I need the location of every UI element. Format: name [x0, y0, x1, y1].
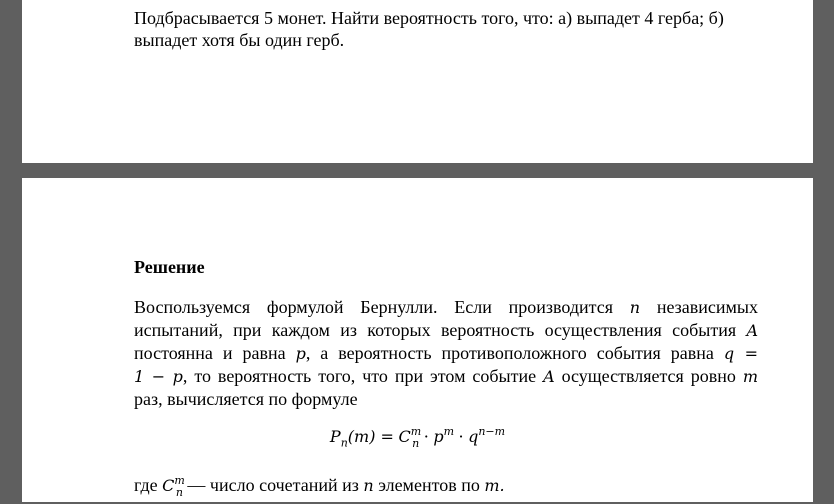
page-solution: [22, 178, 813, 502]
where-line: где $C^m_n$ — число сочетаний из n элементов по m.: [134, 474, 505, 499]
paragraph-line-4: 1 − p, то вероятность того, что при этом событие A осуществляется ровно m: [134, 366, 759, 386]
bernoulli-formula: $P_n(m) = C^m_n \cdot p^m \cdot q^{n-m}$: [329, 425, 506, 450]
page-top: [22, 0, 813, 163]
bernoulli-paragraph: [134, 296, 758, 410]
paragraph-line-2: испытаний, при каждом из которых вероятность осуществления события A: [134, 320, 759, 340]
task-text: [134, 7, 758, 51]
paragraph-line-1: Воспользуемся формулой Бернулли. Если производится n независимых: [134, 297, 759, 317]
solution-heading: Решение: [134, 257, 205, 277]
task-line-2: выпадет хотя бы один герб.: [134, 30, 345, 50]
paragraph-line-5: раз, вычисляется по формуле: [134, 389, 358, 409]
task-line-1: Подбрасывается 5 монет. Найти вероятность того, что: а) выпадет 4 герба; б): [134, 8, 724, 28]
paragraph-line-3: постоянна и равна p, а вероятность противоположного события равна q =: [134, 343, 759, 363]
